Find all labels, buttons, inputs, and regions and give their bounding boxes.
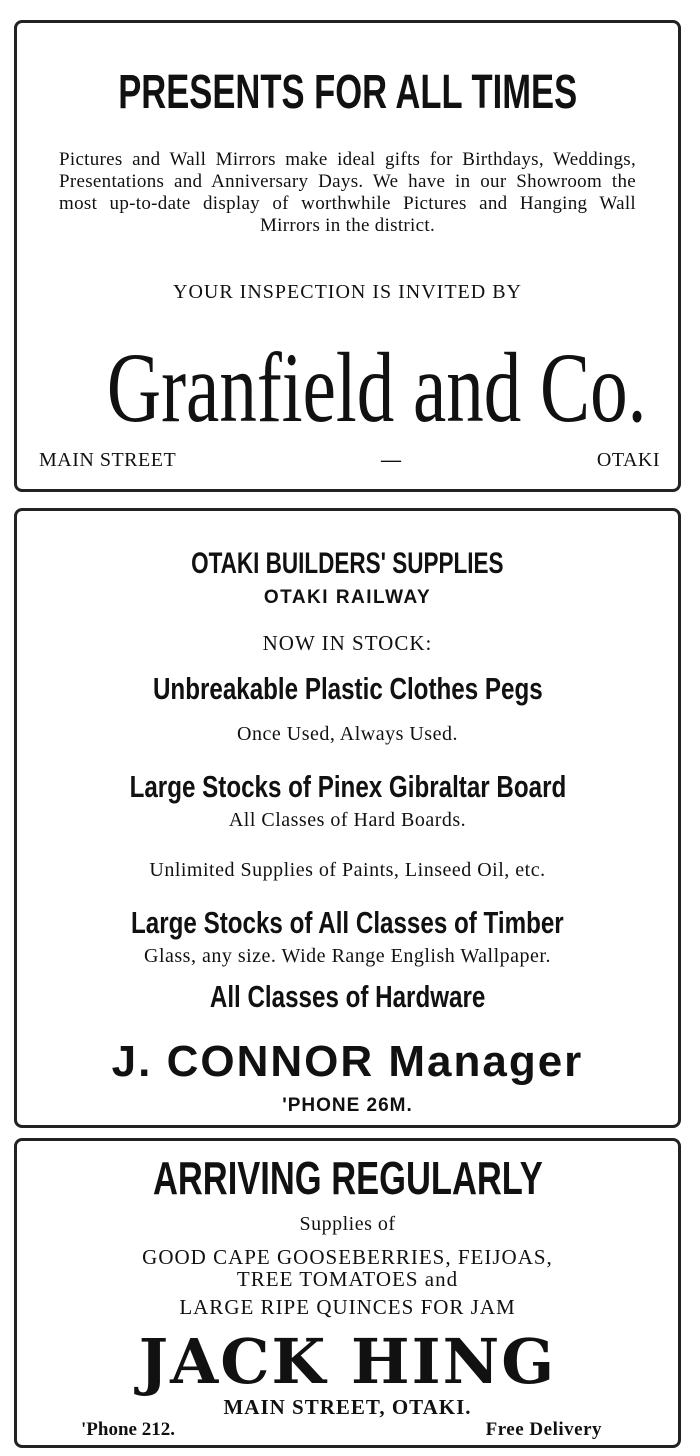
ad3-address: MAIN STREET, OTAKI. [223, 1395, 472, 1419]
ad2-item-hardware: All Classes of Hardware [209, 979, 486, 1014]
ad1-business-name: Granfield and Co. [106, 332, 647, 443]
ad3-phone: 'Phone 212. [81, 1419, 175, 1440]
ad2-manager: J. CONNOR Manager [111, 1037, 584, 1086]
granfield-advertisement [14, 20, 681, 492]
builders-supplies-advertisement [14, 508, 681, 1128]
ad3-business-name: JACK HING [138, 1325, 557, 1398]
ad3-produce-line-2: TREE TOMATOES and [236, 1267, 459, 1291]
ad1-town: OTAKI [596, 449, 660, 471]
ad1-headline: PRESENTS FOR ALL TIMES [118, 66, 577, 119]
ad3-produce-line-1: GOOD CAPE GOOSEBERRIES, FEIJOAS, [142, 1245, 553, 1269]
ad2-item-clothes-pegs-note: Once Used, Always Used. [237, 723, 458, 745]
ad3-produce-line-3: LARGE RIPE QUINCES FOR JAM [179, 1295, 516, 1319]
ad2-location: OTAKI RAILWAY [263, 587, 432, 608]
ad1-invitation: YOUR INSPECTION IS INVITED BY [173, 281, 522, 303]
ad2-item-timber: Large Stocks of All Classes of Timber [131, 905, 564, 940]
ad2-item-gibraltar-board: Large Stocks of Pinex Gibraltar Board [129, 769, 566, 804]
ad2-title: OTAKI BUILDERS' SUPPLIES [191, 547, 504, 580]
ad2-item-paints: Unlimited Supplies of Paints, Linseed Oil, etc. [149, 859, 546, 881]
ad2-phone: 'PHONE 26M. [282, 1095, 413, 1116]
ad3-delivery: Free Delivery [485, 1419, 602, 1440]
ad3-headline: ARRIVING REGULARLY [152, 1152, 543, 1204]
ad2-item-hard-boards-note: All Classes of Hard Boards. [228, 809, 467, 831]
ad2-in-stock-heading: NOW IN STOCK: [262, 631, 433, 655]
ad2-item-glass-wallpaper: Glass, any size. Wide Range English Wallpaper. [144, 945, 551, 967]
ad1-separator: — [381, 449, 401, 471]
jack-hing-advertisement [14, 1138, 681, 1448]
ad1-street: MAIN STREET [39, 449, 177, 471]
ad2-item-clothes-pegs: Unbreakable Plastic Clothes Pegs [152, 671, 543, 706]
ad3-supplies-of: Supplies of [299, 1213, 396, 1235]
ad1-body-text: Pictures and Wall Mirrors make ideal gifts for Birthdays, Weddings, Presentations and Anniversary Days. We have in our Showroom the most up-to-date display of worthwhile Pictures and Hanging Wall Mirrors in the district. [59, 149, 636, 236]
